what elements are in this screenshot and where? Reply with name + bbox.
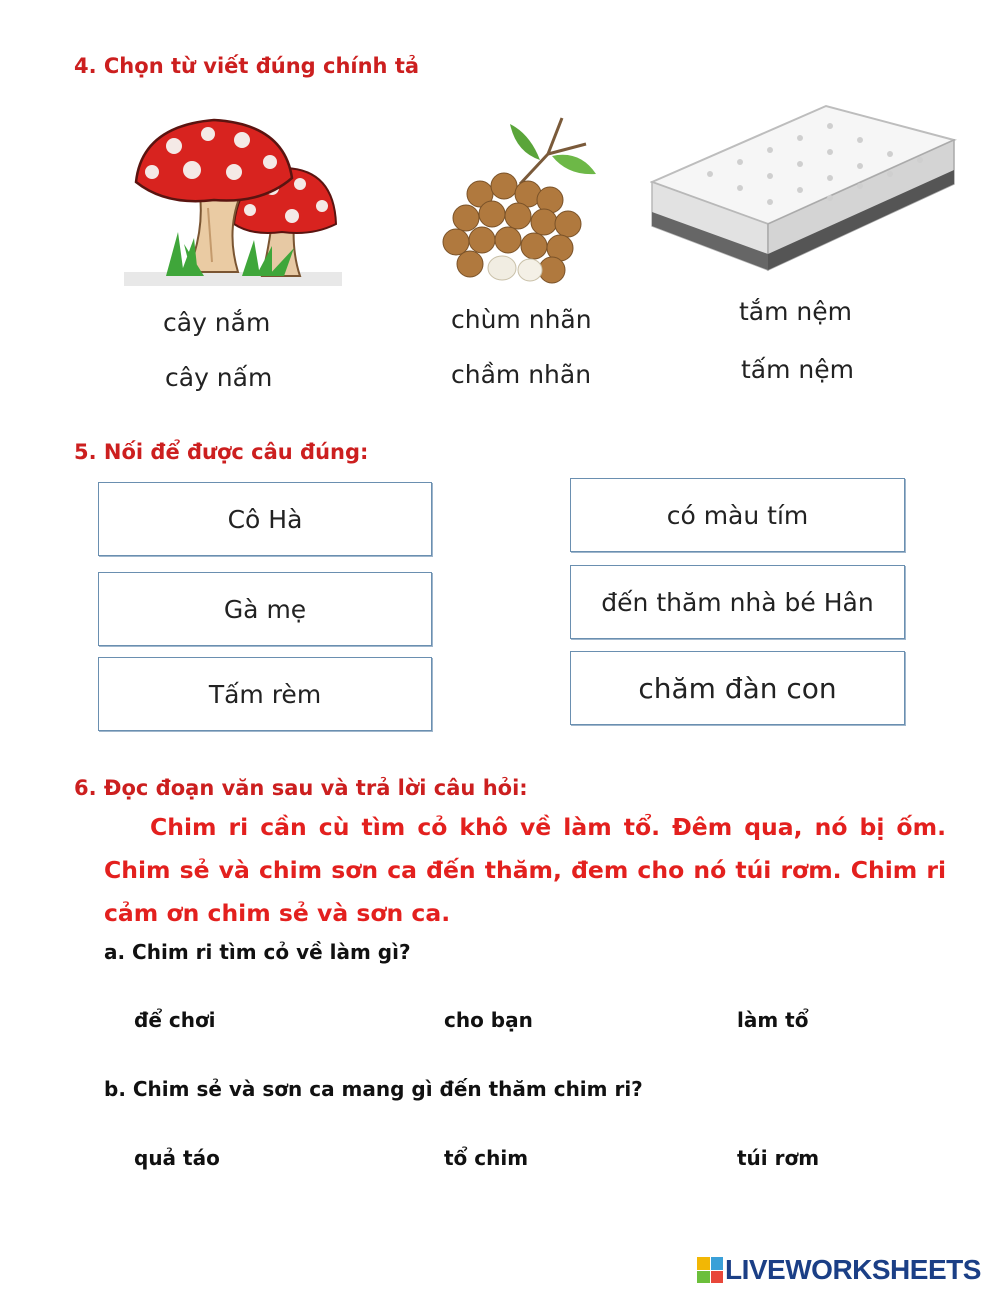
match-right-2[interactable]: đến thăm nhà bé Hân	[570, 565, 905, 639]
option-b-2[interactable]: tổ chim	[444, 1146, 529, 1170]
question-b: b. Chim sẻ và sơn ca mang gì đến thăm chim ri?	[104, 1077, 643, 1101]
section-5-heading: 5. Nối để được câu đúng:	[74, 440, 369, 464]
liveworksheets-logo-text: LIVEWORKSHEETS	[725, 1254, 981, 1285]
match-left-2[interactable]: Gà mẹ	[98, 572, 432, 646]
option-b-1[interactable]: quả táo	[134, 1146, 220, 1170]
choice-longan-1[interactable]: chùm nhãn	[451, 305, 592, 334]
match-right-3[interactable]: chăm đàn con	[570, 651, 905, 725]
liveworksheets-logo-icon	[697, 1257, 723, 1283]
choice-longan-2[interactable]: chầm nhãn	[451, 360, 592, 389]
option-a-3[interactable]: làm tổ	[737, 1008, 809, 1032]
choice-mushroom-2[interactable]: cây nấm	[165, 363, 273, 392]
question-a: a. Chim ri tìm cỏ về làm gì?	[104, 940, 411, 964]
mushroom-image	[122, 112, 344, 290]
section-6-heading: 6. Đọc đoạn văn sau và trả lời câu hỏi:	[74, 776, 528, 800]
choice-mattress-1[interactable]: tắm nệm	[739, 297, 853, 326]
liveworksheets-logo[interactable]	[697, 1254, 981, 1286]
match-left-3[interactable]: Tấm rèm	[98, 657, 432, 731]
option-a-1[interactable]: để chơi	[134, 1008, 216, 1032]
option-a-2[interactable]: cho bạn	[444, 1008, 533, 1032]
mattress-image	[650, 104, 958, 272]
section-4-heading: 4. Chọn từ viết đúng chính tả	[74, 54, 420, 78]
match-right-1[interactable]: có màu tím	[570, 478, 905, 552]
choice-mushroom-1[interactable]: cây nắm	[163, 308, 271, 337]
longan-image	[440, 114, 600, 286]
reading-passage: Chim ri cần cù tìm cỏ khô về làm tổ. Đêm qua, nó bị ốm. Chim sẻ và chim sơn ca đến thăm, đem cho nó túi rơm. Chim ri cảm ơn chim sẻ và sơn ca.	[104, 813, 946, 927]
choice-mattress-2[interactable]: tấm nệm	[741, 355, 855, 384]
option-b-3[interactable]: túi rơm	[737, 1146, 820, 1170]
match-left-1[interactable]: Cô Hà	[98, 482, 432, 556]
